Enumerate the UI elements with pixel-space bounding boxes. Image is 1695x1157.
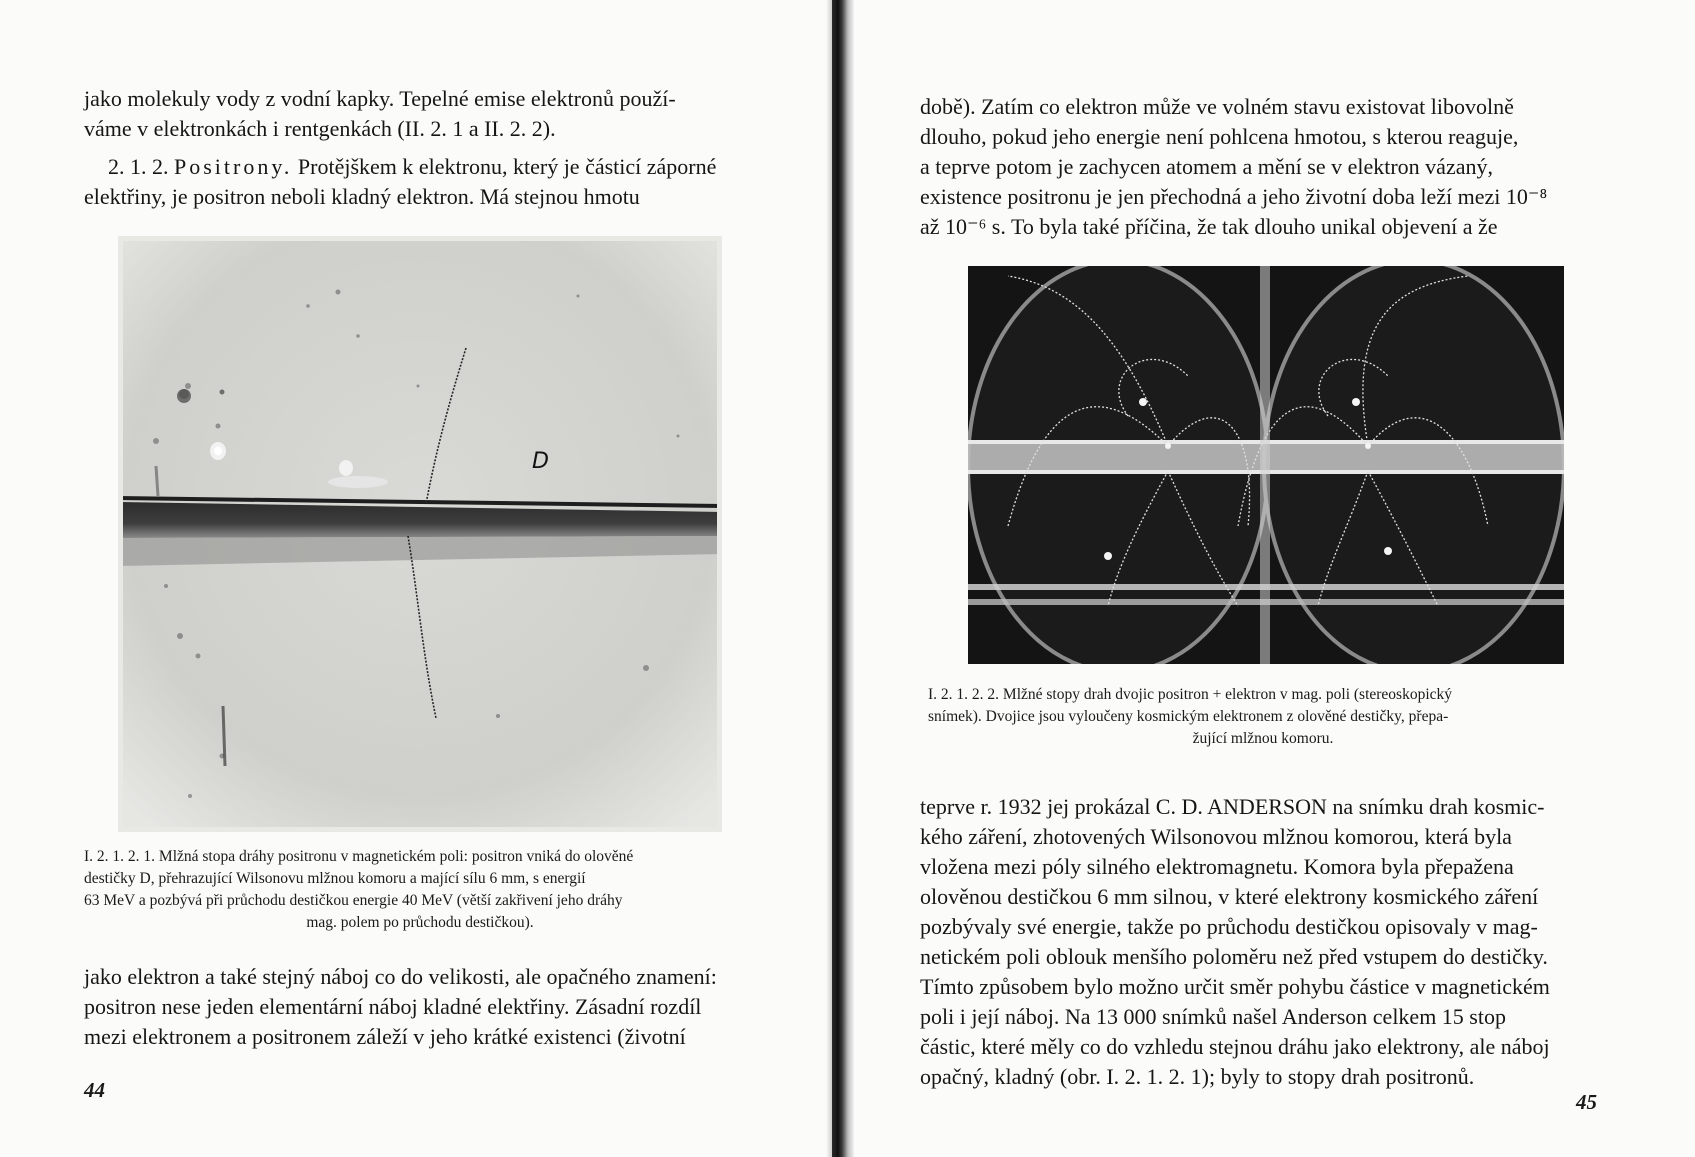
left-bottom-text	[84, 962, 756, 1052]
right-bottom-text	[920, 792, 1598, 1092]
figure-caption-2	[928, 684, 1598, 750]
caption-line: snímek). Dvojice jsou vyloučeny kosmickým elektronem z olověné destičky, přepa-	[928, 708, 1449, 725]
text-line: olověnou destičkou 6 mm silnou, v které elektrony kosmického záření	[920, 884, 1539, 909]
text-line: poli i její náboj. Na 13 000 snímků našel Anderson celkem 15 stop	[920, 1004, 1506, 1029]
text-line: Tímto způsobem bylo možno určit směr pohybu částice v magnetickém	[920, 974, 1550, 999]
text-line: teprve r. 1932 jej prokázal C. D. ANDERSON na snímku drah kosmic-	[920, 794, 1545, 819]
page-number-right: 45	[1576, 1090, 1597, 1114]
text-line: až 10⁻⁶ s. To byla také příčina, že tak dlouho unikal objevení a že	[920, 214, 1498, 239]
text-line: mezi elektronem a positronem záleží v jeho krátké existenci (životní	[84, 1024, 686, 1049]
figure-caption-1	[84, 846, 756, 934]
text-line: pozbývaly své energie, takže po průchodu destičkou opisovaly v mag-	[920, 914, 1538, 939]
text-line: částic, které měly co do vzhledu stejnou dráhu jako elektrony, ale náboj	[920, 1034, 1550, 1059]
left-top-text	[84, 84, 756, 144]
text-line: kého záření, zhotovených Wilsonovou mlžnou komorou, která byla	[920, 824, 1512, 849]
caption-line: žující mlžnou komoru.	[1192, 730, 1334, 747]
stereoscopic-photo	[968, 266, 1564, 664]
text-line: existence positronu je jen přechodná a jeho životní doba leží mezi 10⁻⁸	[920, 184, 1548, 209]
section-number: 2. 1. 2.	[108, 154, 169, 179]
text-line: jako molekuly vody z vodní kapky. Tepelné emise elektronů použí-	[84, 86, 676, 111]
text-line: dlouho, pokud jeho energie není pohlcena hmotou, s kterou reaguje,	[920, 124, 1519, 149]
text-line: elektřiny, je positron neboli kladný elektron. Má stejnou hmotu	[84, 184, 640, 209]
text-line: a teprve potom je zachycen atomem a mění se v elektron vázaný,	[920, 154, 1493, 179]
caption-line: 63 MeV a pozbývá při průchodu destičkou energie 40 MeV (větší zakřivení jeho dráhy	[84, 892, 623, 909]
caption-line: I. 2. 1. 2. 1. Mlžná stopa dráhy positronu v magnetickém poli: positron vniká do olověné	[84, 848, 634, 865]
text-line: Protějškem k elektronu, který je částicí záporné	[297, 154, 717, 179]
caption-line: mag. polem po průchodu destičkou).	[306, 914, 534, 931]
section-title: Positrony.	[174, 154, 293, 179]
text-line: opačný, kladný (obr. I. 2. 1. 2. 1); byly to stopy drah positronů.	[920, 1064, 1475, 1089]
text-line: netickém poli oblouk menšího poloměru než před vstupem do destičky.	[920, 944, 1548, 969]
text-line: vložena mezi póly silného elektromagnetu. Komora byla přepažena	[920, 854, 1514, 879]
page-number-left: 44	[84, 1078, 105, 1102]
section-paragraph	[84, 152, 756, 212]
text-line: jako elektron a také stejný náboj co do velikosti, ale opačného znamení:	[84, 964, 717, 989]
book-gutter	[832, 0, 854, 1157]
plate-label: D	[532, 449, 549, 474]
right-top-text	[920, 92, 1598, 242]
text-line: době). Zatím co elektron může ve volném stavu existovat libovolně	[920, 94, 1514, 119]
text-line: positron nese jeden elementární náboj kladné elektřiny. Zásadní rozdíl	[84, 994, 702, 1019]
left-page	[0, 0, 830, 1157]
caption-line: I. 2. 1. 2. 2. Mlžné stopy drah dvojic positron + elektron v mag. poli (stereoskopický	[928, 686, 1453, 703]
positron-track-photo	[118, 236, 722, 832]
caption-line: destičky D, přehrazující Wilsonovu mlžnou komoru a mající sílu 6 mm, s energií	[84, 870, 586, 887]
text-line: váme v elektronkách i rentgenkách (II. 2. 1 a II. 2. 2).	[84, 116, 556, 141]
right-page	[852, 0, 1695, 1157]
